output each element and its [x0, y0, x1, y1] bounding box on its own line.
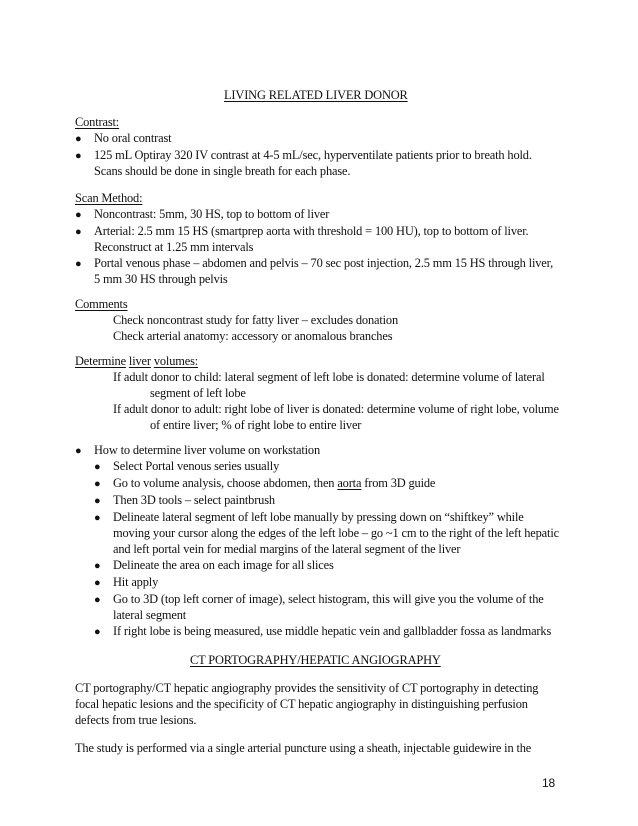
bullet-icon: ●	[75, 258, 82, 270]
bullet-icon: ●	[75, 133, 82, 145]
bullet-icon: ●	[75, 226, 82, 238]
workstation-step-text: from 3D guide	[364, 476, 436, 490]
volume-line-continued: segment of left lobe	[150, 386, 246, 400]
workstation-step-continued: lateral segment	[113, 608, 187, 622]
workstation-step: Hit apply	[113, 575, 159, 589]
workstation-step-text: Go to volume analysis, choose abdomen, then	[113, 476, 335, 490]
workstation-step: Select Portal venous series usually	[113, 459, 280, 473]
bullet-icon: ●	[75, 445, 82, 457]
workstation-step-continued: moving your cursor along the edges of the left lobe – go ~1 cm to the right of the left hepatic	[113, 526, 559, 540]
bullet-icon: ●	[94, 512, 101, 524]
page-number: 18	[542, 776, 556, 790]
volumes-heading	[75, 353, 198, 369]
workstation-step: Go to 3D (top left corner of image), select histogram, this will give you the volume of the	[113, 592, 544, 606]
workstation-step: Then 3D tools – select paintbrush	[113, 493, 275, 507]
bullet-icon: ●	[94, 478, 101, 490]
bullet-icon: ●	[94, 577, 101, 589]
scan-method-heading: Scan Method:	[75, 191, 143, 205]
comment-line: Check arterial anatomy: accessory or anomalous branches	[113, 329, 393, 343]
contrast-item: 125 mL Optiray 320 IV contrast at 4-5 mL/sec, hyperventilate patients prior to breath hold.	[94, 148, 532, 162]
bullet-icon: ●	[75, 209, 82, 221]
scan-method-item: Portal venous phase – abdomen and pelvis – 70 sec post injection, 2.5 mm 15 HS through liver,	[94, 256, 554, 270]
section-heading: CT PORTOGRAPHY/HEPATIC ANGIOGRAPHY	[190, 653, 441, 667]
aorta-word: aorta	[337, 476, 362, 490]
scan-method-item-continued: 5 mm 30 HS through pelvis	[94, 272, 228, 286]
workstation-step	[113, 475, 435, 491]
scan-method-item: Arterial: 2.5 mm 15 HS (smartprep aorta with threshold = 100 HU), top to bottom of liver.	[94, 224, 529, 238]
volumes-heading-word: liver	[128, 354, 151, 368]
paragraph-line: defects from true lesions.	[75, 713, 197, 727]
bullet-icon: ●	[94, 560, 101, 572]
paragraph-line: The study is performed via a single arterial puncture using a sheath, injectable guidewire in the	[75, 741, 532, 755]
volumes-heading-word: volumes:	[153, 354, 199, 368]
bullet-icon: ●	[94, 626, 101, 638]
bullet-icon: ●	[75, 150, 82, 162]
workstation-step: If right lobe is being measured, use middle hepatic vein and gallbladder fossa as landmarks	[113, 624, 552, 638]
workstation-step: Delineate the area on each image for all slices	[113, 558, 334, 572]
volume-line: If adult donor to adult: right lobe of liver is donated: determine volume of right lobe, volume	[113, 402, 559, 416]
volume-line: If adult donor to child: lateral segment of left lobe is donated: determine volume of lateral	[113, 370, 545, 384]
comments-heading: Comments	[75, 297, 128, 311]
volume-line-continued: of entire liver; % of right lobe to entire liver	[150, 418, 362, 432]
paragraph-line: CT portography/CT hepatic angiography provides the sensitivity of CT portography in detecting	[75, 681, 539, 695]
page-title: LIVING RELATED LIVER DONOR	[224, 88, 408, 102]
comment-line: Check noncontrast study for fatty liver – excludes donation	[113, 313, 399, 327]
contrast-item-continued: Scans should be done in single breath for each phase.	[94, 164, 351, 178]
bullet-icon: ●	[94, 461, 101, 473]
workstation-step-continued: and left portal vein for medial margins of the lateral segment of the liver	[113, 542, 461, 556]
contrast-item: No oral contrast	[94, 131, 172, 145]
bullet-icon: ●	[94, 495, 101, 507]
volumes-heading-word: Determine	[75, 354, 126, 368]
workstation-main-item: How to determine liver volume on workstation	[94, 443, 321, 457]
scan-method-item-continued: Reconstruct at 1.25 mm intervals	[94, 240, 254, 254]
workstation-step: Delineate lateral segment of left lobe manually by pressing down on “shiftkey” while	[113, 510, 524, 524]
contrast-heading: Contrast:	[75, 115, 120, 129]
paragraph-line: focal hepatic lesions and the specificity of CT hepatic angiography in distinguishing perfusion	[75, 697, 528, 711]
scan-method-item: Noncontrast: 5mm, 30 HS, top to bottom of liver	[94, 207, 330, 221]
bullet-icon: ●	[94, 594, 101, 606]
